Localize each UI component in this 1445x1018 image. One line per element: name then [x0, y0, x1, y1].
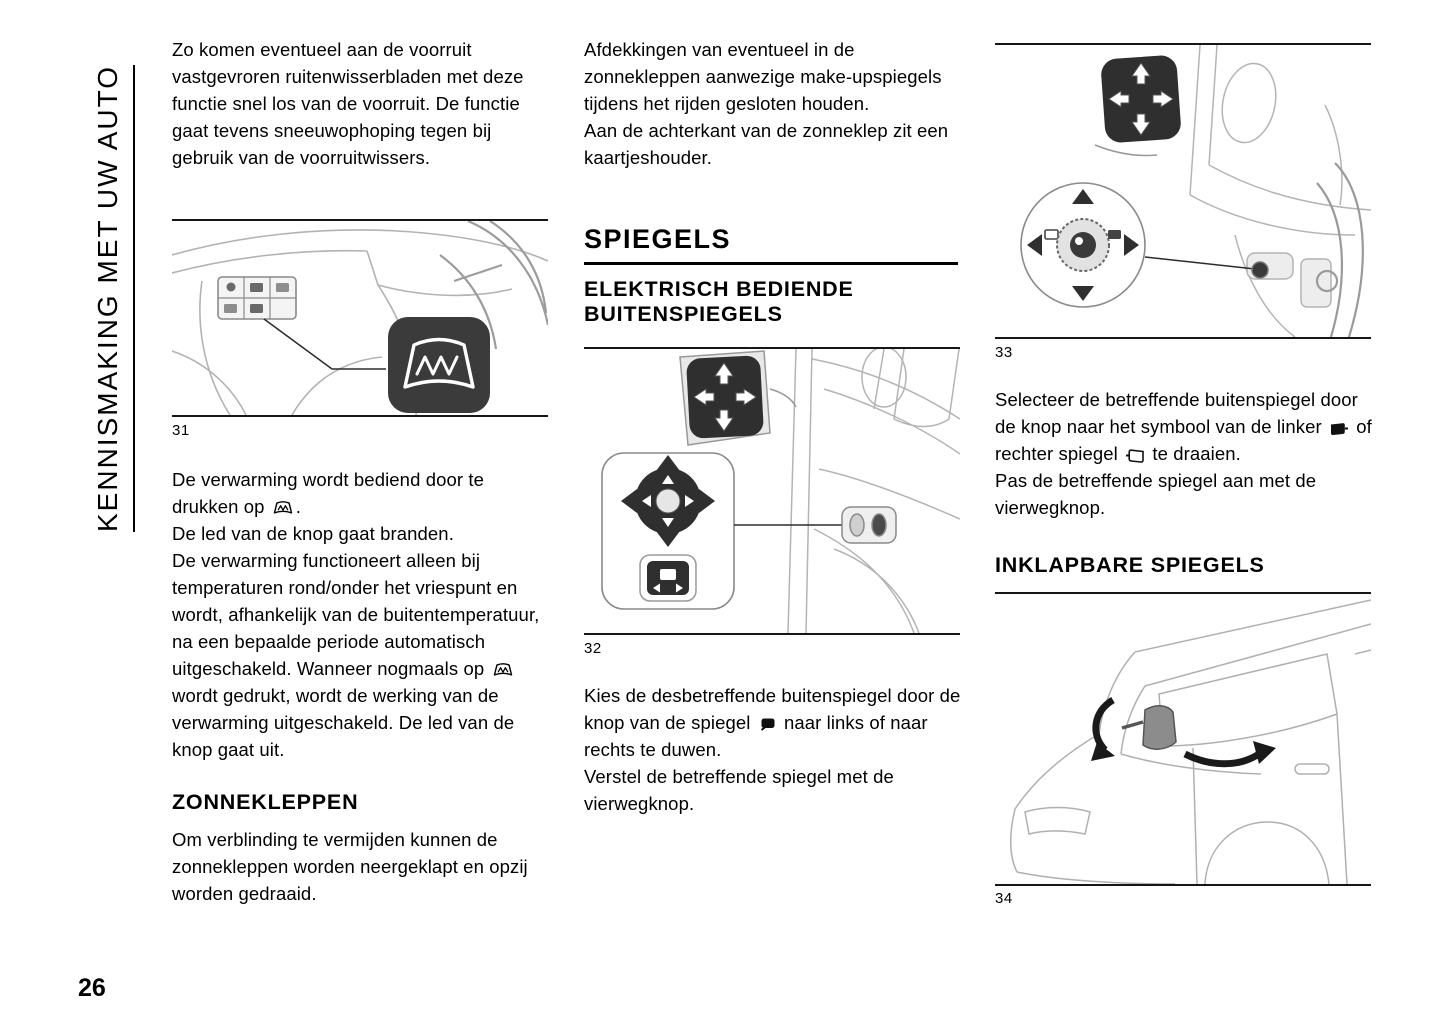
door-knob-sketch [1252, 262, 1268, 278]
switch-panel-sketch [218, 277, 296, 319]
figure-31-caption: 31 [172, 422, 190, 439]
windshield-defrost-icon [388, 317, 490, 413]
text-segment: De verwarming wordt bediend door te drukken op [172, 469, 484, 517]
steering-wheel-sketch [1317, 163, 1363, 337]
mirror-switch-illustration [584, 349, 960, 633]
col2-visor-paragraph [584, 36, 962, 171]
dashboard-defrost-illustration [172, 221, 548, 415]
col1-sunvisor-paragraph [172, 826, 550, 907]
paragraph [172, 466, 550, 520]
text-segment: Selecteer de betreffende buitenspiegel door de knop naar het symbool van de linker [995, 389, 1358, 437]
page-number: 26 [78, 974, 106, 1002]
paragraph: Aan de achterkant van de zonneklep zit een kaartjeshouder. [584, 120, 949, 168]
fold-arrow-left [1096, 700, 1113, 750]
text-segment: De verwarming functioneert alleen bij temperaturen rond/onder het vriespunt en wordt, afhankelijk van de buitentemperatuur, na een bepaalde periode automatisch uitgeschakeld. Wanneer nogmaals op [172, 550, 540, 679]
folding-mirror-illustration [995, 594, 1371, 884]
paragraph: De led van de knop gaat branden. [172, 523, 454, 544]
figure-34-caption: 34 [995, 890, 1013, 907]
mirror-pad-sketch [680, 351, 796, 445]
figure-31 [172, 219, 548, 417]
heading-zonnekleppen: ZONNEKLEPPEN [172, 790, 359, 814]
figure-32 [584, 347, 960, 635]
text-segment: wordt gedrukt, wordt de werking van de verwarming uitgeschakeld. De led van de knop gaat uit. [172, 685, 515, 760]
col3-select-paragraph [995, 386, 1373, 521]
chapter-tab: KENNISMAKING MET UW AUTO [92, 65, 135, 532]
paragraph: Om verblinding te vermijden kunnen de zonnekleppen worden neergeklapt en opzij worden gedraaid. [172, 829, 528, 904]
text-segment: te draaien. [1147, 443, 1241, 464]
text-segment: naar links of naar rechts te duwen. [584, 712, 928, 760]
figure-33 [995, 43, 1371, 339]
heading-spiegels: SPIEGELS [584, 224, 958, 265]
mirror-select-button-icon [640, 555, 696, 601]
defrost-button-icon [272, 499, 294, 516]
fold-arrow-right [1185, 754, 1259, 764]
col1-intro-paragraph [172, 36, 550, 171]
left-mirror-icon [1329, 422, 1349, 436]
right-mirror-icon [1125, 449, 1145, 463]
mirror-select-icon [758, 717, 777, 732]
paragraph: Afdekkingen van eventueel in de zonnekleppen aanwezige make-upspiegels tijdens het rijden gesloten houden. [584, 39, 942, 114]
paragraph: Verstel de betreffende spiegel met de vierwegknop. [584, 766, 894, 814]
figure-32-caption: 32 [584, 640, 602, 657]
folding-mirror-sketch [1091, 700, 1276, 764]
mirror-pad-sketch [1095, 54, 1182, 155]
col1-heater-paragraph [172, 466, 550, 763]
callout-leader-line [264, 319, 386, 369]
text-segment: of rechter spiegel [995, 416, 1372, 464]
figure-33-caption: 33 [995, 344, 1013, 361]
window-switch-sketch [842, 507, 896, 543]
paragraph [995, 386, 1373, 467]
heading-inklapbare-spiegels: INKLAPBARE SPIEGELS [995, 553, 1265, 577]
figure-34 [995, 592, 1371, 886]
col2-select-paragraph [584, 682, 962, 817]
paragraph [584, 682, 962, 763]
paragraph: Zo komen eventueel aan de voorruit vastgevroren ruitenwisserbladen met deze functie snel los van de voorruit. De functie gaat tevens sneeuwophoping tegen bij gebruik van de voorruitwissers. [172, 39, 524, 168]
callout-leader-line [1145, 257, 1255, 269]
mirror-knob-illustration [995, 45, 1371, 337]
heading-elektrisch-bediende-buitenspiegels: ELEKTRISCH BEDIENDE BUITENSPIEGELS [584, 277, 854, 326]
text-segment: Kies de desbetreffende buitenspiegel door de knop van de spiegel [584, 685, 961, 733]
defrost-button-icon [492, 661, 514, 678]
paragraph: Pas de betreffende spiegel aan met de vierwegknop. [995, 470, 1317, 518]
text-segment: . [295, 496, 302, 517]
paragraph [172, 547, 550, 763]
